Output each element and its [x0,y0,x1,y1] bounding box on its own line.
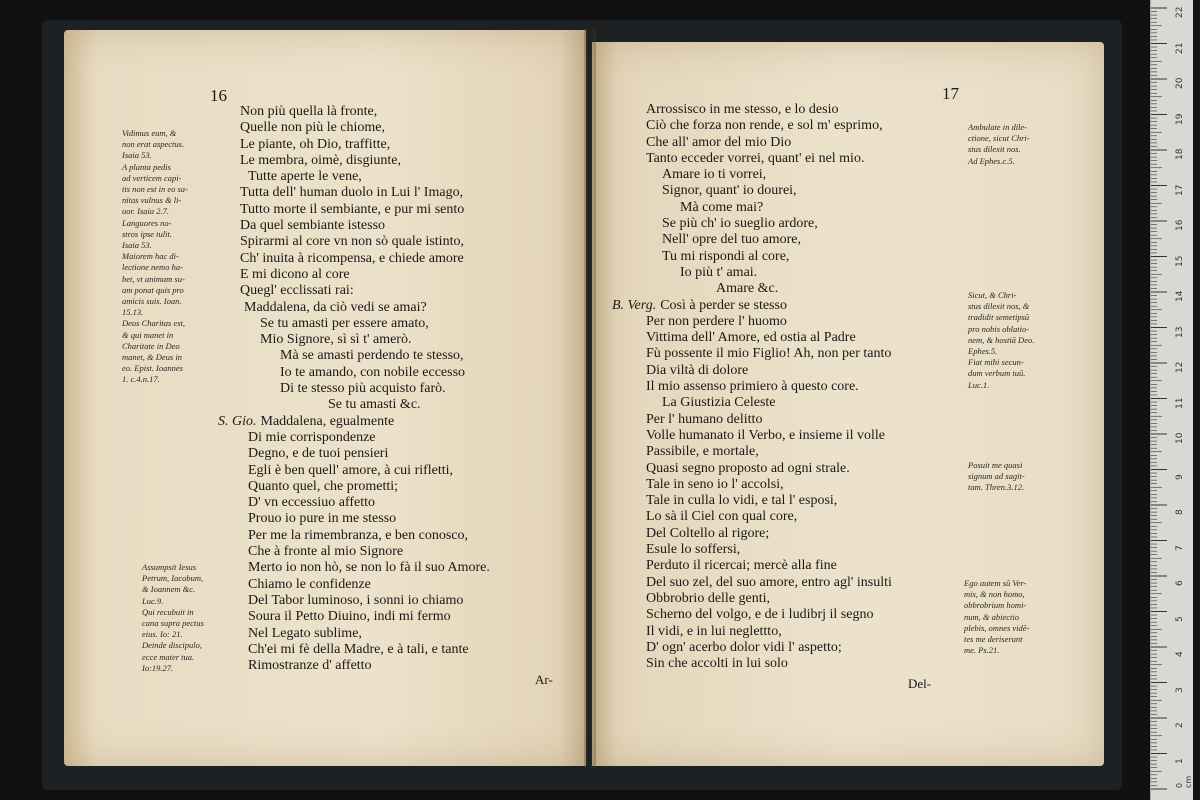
verse-line [612,102,892,118]
verse-line [218,381,490,397]
verse-text: D' vn eccessiuo affetto [248,495,376,511]
ruler-number: 3 [1175,686,1185,693]
verse-text: Quasi segno proposto ad ogni strale. [646,460,850,476]
margin-note-line: Petrum, Iacobum, [142,573,204,584]
verse-text: Mà se amasti perdendo te stesso, [280,348,464,364]
verse-line [218,414,490,430]
left-verse-block [218,104,490,674]
verse-text: Lo sà il Ciel con qual core, [646,509,798,525]
verse-text: Obbrobrio delle genti, [646,590,771,606]
verse-text: Tanto ecceder vorrei, quant' ei nel mio. [646,150,865,166]
book-gutter [584,28,596,768]
verse-line [612,412,892,428]
verse-line [218,169,490,185]
verse-line [218,218,490,234]
margin-note-line: Sicut, & Chri- [968,290,1017,300]
margin-note-line: & qui manet in [122,329,174,340]
verse-line [612,444,892,460]
ruler-number: 2 [1175,722,1185,728]
verse-line [218,316,490,332]
verse-text: Signor, quant' io dourei, [662,183,797,199]
verse-line [218,202,490,218]
verse-text: Scherno del volgo, e de i ludibrj il segno [646,607,874,623]
verse-text: Io te amando, con nobile eccesso [280,364,466,380]
verse-text: Passibile, e mortale, [646,444,759,460]
verse-text: Che à fronte al mio Signore [248,544,404,560]
verse-text: Dia viltà di dolore [646,362,749,378]
ruler-number: 16 [1175,219,1185,231]
verse-text: Per me la rimembranza, e ben conosco, [248,527,469,543]
verse-text: Per non perdere l' huomo [646,313,787,329]
verse-text: E mi dicono al core [240,266,350,282]
verse-line [612,395,892,411]
verse-text: La Giustizia Celeste [662,395,776,411]
margin-note-line: stus dilexit nos, & [968,301,1030,312]
verse-text: Tale in culla lo vidi, e tal l' esposi, [646,493,838,509]
verse-line [612,428,892,444]
margin-note [968,122,1030,167]
margin-note-line: lectione nemo ha- [122,262,183,273]
margin-note [964,578,1029,656]
ruler-number: 8 [1175,509,1185,515]
verse-text: Tutto morte il sembiante, e pur mi sento [240,201,465,217]
ruler-number: 14 [1175,290,1185,302]
verse-text: Prouo io pure in me stesso [248,511,397,527]
verse-text: Mio Signore, sì sì t' amerò. [260,332,412,348]
verse-text: Tu mi rispondi al core, [662,248,790,264]
margin-note-line: Assumpsit Iesus [142,562,197,572]
verse-line [612,509,892,525]
speaker-label: S. Gio. [218,413,257,429]
verse-line [612,346,892,362]
verse-line [612,183,892,199]
ruler-number: 6 [1175,580,1185,586]
verse-line [218,283,490,299]
verse-line [218,577,490,593]
verse-text: Spirarmi al core vn non sò quale istinto, [240,234,464,250]
verse-line [612,526,892,542]
margin-note-line: eo. Epist. Ioannes [122,363,183,374]
verse-text: Perduto il ricercai; mercè alla fine [646,558,837,574]
verse-line [612,558,892,574]
margin-note-line: amicis suis. Ioan. [122,296,182,307]
verse-text: Egli è ben quell' amore, à cui rifletti, [248,462,454,478]
verse-line [612,167,892,183]
ruler-number: 13 [1175,326,1185,338]
verse-line [612,607,892,623]
verse-text: Ciò che forza non rende, e sol m' esprimo, [646,118,883,134]
verse-text: Il mio assenso primiero à questo core. [646,379,859,395]
verse-text: Soura il Petto Diuino, indi mi fermo [248,609,451,625]
verse-text: Esule lo soffersi, [646,542,741,558]
ruler-number: 1 [1175,757,1185,764]
verse-text: Amare &c. [716,281,779,297]
ruler-number: 15 [1175,255,1185,267]
verse-line [612,200,892,216]
margin-note-line: Qui recubuit in [142,606,194,617]
verse-text: Mà come mai? [680,199,764,215]
ruler-number: 10 [1175,432,1185,444]
verse-text: Io più t' amai. [680,264,758,280]
margin-note-line: plebis, omnes vidē- [964,622,1030,633]
verse-text: Arrossisco in me stesso, e lo desio [646,102,839,117]
margin-note-line: Vidimus eum, & [122,128,177,138]
verse-text: Se tu amasti &c. [328,397,421,413]
verse-line [218,120,490,136]
verse-line [218,528,490,544]
verse-text: Del suo zel, del suo amore, entro agl' insulti [646,574,892,590]
verse-line [612,640,892,656]
verse-text: Di mie corrispondenze [248,429,376,445]
speaker-label: B. Verg. [612,297,657,313]
verse-text: Chiamo le confidenze [248,576,371,592]
margin-note-line: Luc.1. [968,379,990,390]
verse-line [218,658,490,674]
ruler-ticks [1151,0,1193,800]
verse-text: Maddalena, da ciò vedi se amai? [244,299,427,315]
verse-line [218,446,490,462]
verse-text: Volle humanato il Verbo, e insieme il volle [646,427,885,443]
verse-text: Fù possente il mio Figlio! Ah, non per tanto [646,346,892,362]
verse-line [218,463,490,479]
margin-note-line: manet, & Deus in [122,352,182,363]
verse-line [218,511,490,527]
verse-text: Se tu amasti per essere amato, [260,315,429,331]
verse-text: Tutta dell' human duolo in Lui l' Imago, [240,185,464,201]
verse-line [612,477,892,493]
margin-note-line: Deus Charitas est, [122,318,186,329]
right-catchword: Del- [908,676,932,691]
margin-note-line: stus dilexit nos. [968,144,1021,155]
verse-line [612,493,892,509]
margin-note-line: Ego autem sū Ver- [964,578,1027,588]
verse-text: Quelle non più le chiome, [240,120,386,136]
margin-note-line: Ephes.5. [968,346,998,357]
verse-line [218,234,490,250]
ruler-number: 7 [1175,544,1185,551]
verse-text: Maddalena, egualmente [260,413,395,429]
verse-text: Quanto quel, che prometti; [248,478,399,494]
ruler-unit: 0 cm [1175,775,1193,788]
margin-note-line: nitas vulnus & li- [122,195,182,206]
margin-note-line: Fiat mihi secun- [968,357,1024,368]
ruler-number: 19 [1175,113,1185,125]
verse-line [218,593,490,609]
margin-note-line: bet, vt animam su- [122,273,185,284]
verse-line [218,430,490,446]
margin-note-line: 1. c.4.n.17. [122,374,160,385]
verse-text: Merto io non hò, se non lo fà il suo Amore. [248,560,490,576]
margin-note-line: ad verticem capi- [122,172,182,183]
margin-note [968,290,1034,391]
margin-note-line: Languores no- [122,217,172,228]
verse-line [218,153,490,169]
verse-line [612,591,892,607]
verse-line [612,118,892,134]
margin-note-line: me. Ps.21. [964,645,1000,656]
right-verse-block [612,102,892,672]
verse-text: Che all' amor del mio Dio [646,134,792,150]
verse-line [612,363,892,379]
verse-text: Le membra, oimè, disgiunte, [240,152,401,168]
verse-line [218,251,490,267]
margin-note-line: num, & abiectio [964,611,1020,622]
verse-text: D' ogn' acerbo dolor vidi l' aspetto; [646,639,842,655]
verse-text: Nell' opre del tuo amore, [662,232,801,248]
verse-line [612,265,892,281]
verse-text: Di te stesso più acquisto farò. [280,381,446,397]
ruler-number: 17 [1175,184,1185,196]
verse-line [612,249,892,265]
margin-note-line: Maiorem hac di- [122,251,179,262]
margin-note-line: ctione, sicut Chri- [968,133,1030,144]
verse-text: Vittima dell' Amore, ed ostia al Padre [646,330,856,346]
verse-line [218,397,490,413]
margin-note-line: non erat aspectus. [122,139,185,150]
margin-note [968,460,1025,494]
margin-note-line: Ad Ephes.c.5. [968,155,1015,166]
verse-line [612,656,892,672]
left-catchword: Ar- [535,672,553,687]
verse-text: Se più ch' io sueglio ardore, [662,216,818,232]
verse-line [218,365,490,381]
verse-line [218,609,490,625]
verse-line [612,216,892,232]
verse-text: Così à perder se stesso [660,297,787,313]
margin-note-line: tis non est in eo sa- [122,184,188,195]
ruler-number: 11 [1175,397,1185,409]
verse-line [612,232,892,248]
margin-note-line: ecce mater tua. [142,651,195,662]
verse-line [612,151,892,167]
margin-note-line: am ponat quis pro [122,284,184,295]
verse-text: Le piante, oh Dio, traffitte, [240,136,391,152]
margin-note-line: tam. Thren.3.12. [968,482,1025,493]
margin-note-line: obbrobrium homi- [964,600,1027,611]
verse-line [218,185,490,201]
margin-note-line: A planta pedis [122,161,171,172]
margin-note-line: Ambulate in dile- [968,122,1028,132]
margin-note-line: 15.13. [122,307,144,318]
margin-note-line: nem, & hostiā Deo. [968,334,1035,345]
verse-line [612,461,892,477]
margin-note-line: dum verbum tuū. [968,368,1026,379]
margin-note-line: tes me deriserunt [964,634,1023,645]
verse-line [218,137,490,153]
verse-line [218,495,490,511]
verse-line [218,479,490,495]
ruler-number: 21 [1175,42,1185,54]
verse-line [218,642,490,658]
margin-note-line: Isaia 53. [122,240,152,251]
verse-line [218,267,490,283]
verse-line [612,330,892,346]
left-page-number: 16 [210,86,227,105]
verse-line [218,104,490,120]
ruler-number: 18 [1175,148,1185,160]
margin-note [142,562,204,674]
ruler-number: 4 [1175,651,1185,657]
verse-line [612,281,892,297]
ruler-number: 20 [1175,77,1185,89]
margin-note-line: & Ioannem &c. [142,584,196,595]
ruler-number: 9 [1175,473,1185,480]
verse-text: Da quel sembiante istesso [240,218,386,234]
verse-line [218,626,490,642]
margin-note-line: cana supra pectus [142,618,204,629]
verse-line [218,300,490,316]
margin-note-line: Luc.9. [142,595,164,606]
verse-text: Non più quella là fronte, [240,104,378,119]
verse-text: Sin che accolti in lui solo [646,656,788,672]
margin-note-line: stros ipse tulit. [122,228,172,239]
verse-line [612,624,892,640]
verse-line [218,332,490,348]
margin-note-line: eius. Io: 21. [142,629,183,640]
margin-note-line: uor. Isaia 2.7. [122,206,169,217]
verse-text: Per l' humano delitto [646,411,763,427]
verse-line [218,348,490,364]
margin-note-line: Charitate in Deo [122,340,180,351]
verse-line [218,544,490,560]
margin-note-line: pro nobis oblatio- [968,323,1030,334]
verse-line [612,135,892,151]
verse-line [612,379,892,395]
verse-text: Del Coltello al rigore; [646,525,770,541]
margin-note [122,128,188,386]
verse-line [612,575,892,591]
verse-text: Rimostranze d' affetto [248,658,372,674]
margin-note-line: Posuit me quasi [968,460,1023,470]
margin-note-line: mis, & non homo, [964,589,1025,600]
measuring-ruler [1150,0,1193,800]
right-page-number: 17 [942,84,959,103]
margin-note-line: Deinde discipulo, [142,640,202,651]
verse-text: Il vidi, e in lui neglettto, [646,623,782,639]
margin-note-line: Io:19.27. [142,662,174,673]
verse-text: Ch' inuita à ricompensa, e chiede amore [240,250,464,266]
margin-note-line: signum ad sagit- [968,471,1025,482]
verse-text: Amare io ti vorrei, [662,167,767,183]
margin-note-line: tradidit semetipsū [968,312,1030,323]
ruler-number: 5 [1175,615,1185,622]
verse-line [218,560,490,576]
margin-note-line: Isaia 53. [122,150,152,161]
ruler-number: 12 [1175,361,1185,373]
verse-text: Tale in seno io l' accolsi, [646,476,784,492]
verse-line [612,298,892,314]
verse-text: Quegl' ecclissati rai: [240,283,354,299]
verse-text: Nel Legato sublime, [248,625,362,641]
verse-text: Tutte aperte le vene, [248,169,362,185]
ruler-number: 22 [1175,6,1185,18]
verse-line [612,314,892,330]
verse-text: Ch'ei mi fè della Madre, e à tali, e tante [248,641,469,657]
verse-line [612,542,892,558]
verse-text: Del Tabor luminoso, i sonni io chiamo [248,592,464,608]
verse-text: Degno, e de tuoi pensieri [248,446,389,462]
